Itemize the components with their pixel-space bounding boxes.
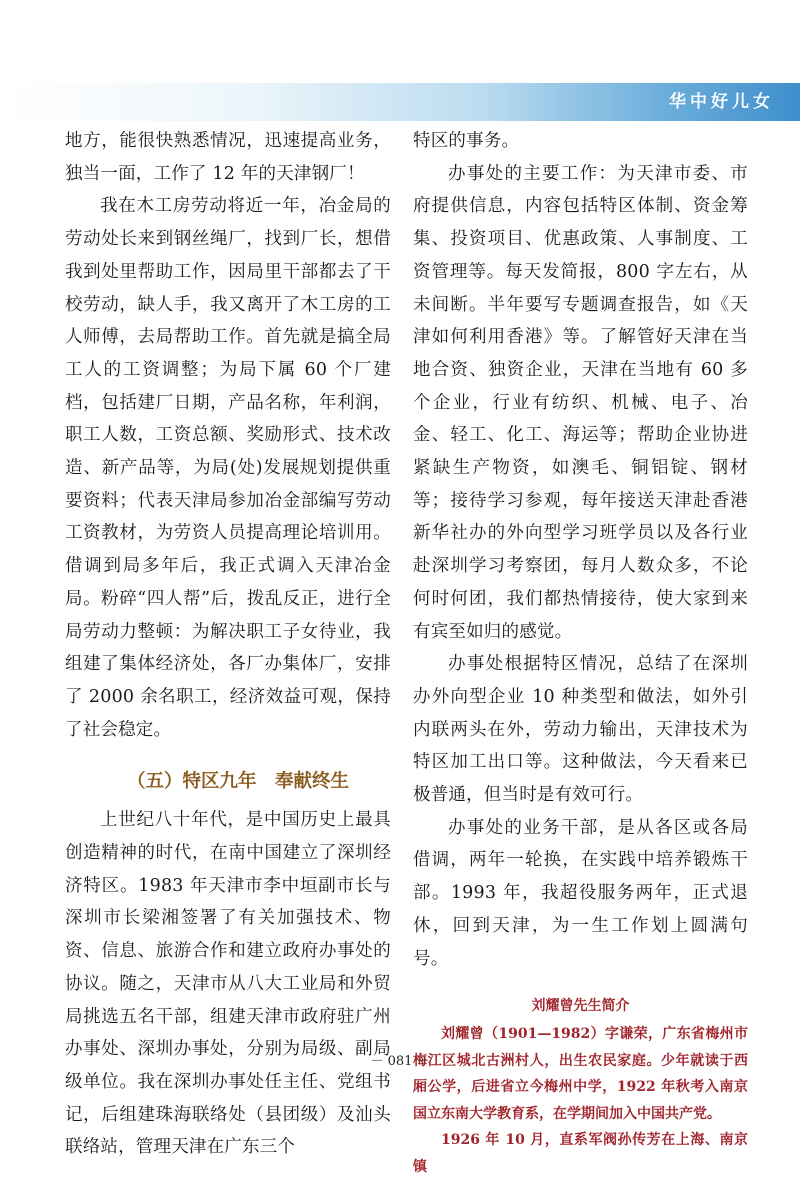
- running-header-title: 华中好儿女: [669, 92, 774, 112]
- section-heading: （五）特区九年 奉献终生: [126, 771, 349, 793]
- bio-paragraph: 刘耀曾（1901—1982）字谦荣，广东省梅州市梅江区城北古洲村人，出生农民家庭。少年就读于西厢公学，后进省立今梅州中学，1922 年秋考入南京国立东南大学教育系，在学期间加入中国共产党。: [413, 1026, 748, 1122]
- paragraph: 办事处的业务干部，是从各区或各局借调，两年一轮换，在实践中培养锻炼干部。1993 年，我超役服务两年，正式退休，回到天津，为一生工作划上圆满句号。: [413, 817, 748, 969]
- page-number: － 081 －: [370, 1054, 430, 1069]
- left-column: [65, 125, 391, 1164]
- paragraph: 办事处的主要工作：为天津市委、市府提供信息，内容包括特区体制、资金筹集、投资项目、优惠政策、人事制度、工资管理等。每天发简报，800 字左右，从未间断。半年要写专题调查报告，如《天津如何利用香港》等。了解管好天津在当地合资、独资企业，天津在当地有 60 多个企业，行业有纺织、机械、电子、冶金、轻工、化工、海运等；帮助企业协进紧缺生产物资，如澳毛、铜铝锭、钢材等；接待学习参观，每年接送天津赴香港新华社办的外向型学习班学员以及各行业赴深圳学习考察团，每月人数众多，不论何时何团，我们都热情接待，使大家到来有宾至如归的感觉。: [413, 163, 748, 642]
- right-column: [413, 125, 748, 1180]
- paragraph: 上世纪八十年代，是中国历史上最具创造精神的时代，在南中国建立了深圳经济特区。1983 年天津市李中垣副市长与深圳市长梁湘签署了有关加强技术、物资、信息、旅游合作和建立政府办事处的协议。随之，天津市从八大工业局和外贸局挑选五名干部，组建天津市政府驻广州办事处、深圳办事处，分别为局级、副局级单位。我在深圳办事处任主任、党组书记，后组建珠海联络处（县团级）及汕头联络站，管理天津在广东三个: [65, 810, 391, 1158]
- paragraph: 我在木工房劳动将近一年，冶金局的劳动处长来到钢丝绳厂，找到厂长，想借我到处里帮助工作，因局里干部都去了干校劳动，缺人手，我又离开了木工房的工人师傅，去局帮助工作。首先就是搞全局工人的工资调整；为局下属 60 个厂建档，包括建厂日期，产品名称，年利润，职工人数，工资总额、奖励形式、技术改造、新产品等，为局(处)发展规划提供重要资料；代表天津局参加冶金部编写劳动工资教材，为劳资人员提高理论培训用。借调到局多年后，我正式调入天津冶金局。粉碎“四人帮”后，拨乱反正，进行全局劳动力整顿：为解决职工子女待业，我组建了集体经济处，各厂办集体厂，安排了 2000 余名职工，经济效益可观，保持了社会稳定。: [65, 196, 391, 740]
- paragraph: 特区的事务。: [413, 131, 520, 151]
- bio-title: 刘耀曾先生简介: [531, 998, 630, 1015]
- paragraph: 办事处根据特区情况，总结了在深圳办外向型企业 10 种类型和做法，如外引内联两头在外，劳动力输出，天津技术为特区加工出口等。这种做法，今天看来已极普通，但当时是有效可行。: [413, 654, 748, 806]
- bio-paragraph: 1926 年 10 月，直系军阀孙传芳在上海、南京镇: [413, 1132, 748, 1175]
- paragraph: 地方，能很快熟悉情况，迅速提高业务，独当一面，工作了 12 年的天津钢厂！: [65, 131, 391, 184]
